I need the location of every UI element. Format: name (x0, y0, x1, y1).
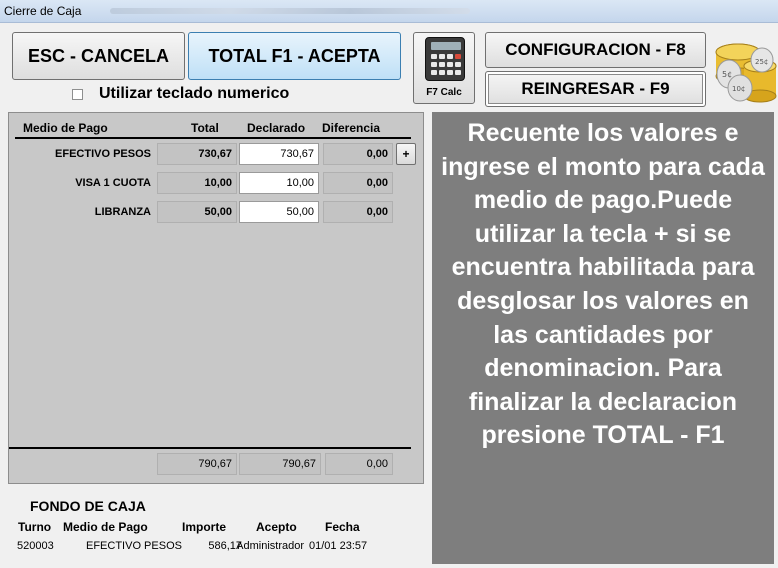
fondo-importe: 586,17 (208, 540, 242, 552)
svg-text:5¢: 5¢ (722, 70, 733, 79)
fondo-de-caja-section (8, 490, 424, 568)
row-diferencia: 0,00 (323, 143, 393, 165)
window-title: Cierre de Caja (4, 4, 82, 18)
accept-button[interactable] (188, 32, 401, 80)
fondo-turno: 520003 (17, 540, 54, 552)
header-total: Total (191, 121, 219, 135)
cancel-button-label: ESC - CANCELA (27, 45, 169, 66)
numeric-keyboard-checkbox[interactable] (72, 89, 83, 100)
row-total: 730,67 (157, 143, 237, 165)
fondo-acepto: Administrador (236, 540, 304, 552)
title-bar (0, 0, 778, 23)
numeric-keyboard-label: Utilizar teclado numerico (99, 85, 290, 102)
header-medio: Medio de Pago (23, 121, 108, 135)
row-diferencia: 0,00 (323, 172, 393, 194)
totals-divider (9, 447, 411, 449)
row-medio: EFECTIVO PESOS (55, 148, 151, 160)
calculator-icon (425, 37, 465, 81)
sum-diferencia: 0,00 (325, 453, 393, 475)
fondo-header-medio: Medio de Pago (63, 520, 148, 534)
row-declarado-input[interactable]: 50,00 (239, 201, 319, 223)
row-medio: VISA 1 CUOTA (75, 177, 151, 189)
fondo-header-acepto: Acepto (256, 520, 297, 534)
cancel-button[interactable] (12, 32, 185, 80)
sum-total: 790,67 (157, 453, 237, 475)
row-declarado-input[interactable]: 730,67 (239, 143, 319, 165)
fondo-header-fecha: Fecha (325, 520, 360, 534)
row-medio: LIBRANZA (94, 206, 151, 218)
svg-text:25¢: 25¢ (755, 58, 769, 66)
coins-icon (712, 30, 776, 106)
breakdown-plus-button[interactable]: + (396, 143, 416, 165)
config-button[interactable] (485, 32, 706, 68)
header-divider (15, 137, 411, 139)
header-declarado: Declarado (247, 121, 306, 135)
fondo-medio: EFECTIVO PESOS (86, 540, 182, 552)
row-total: 50,00 (157, 201, 237, 223)
fondo-header-turno: Turno (18, 520, 52, 534)
sum-declarado: 790,67 (239, 453, 321, 475)
calculator-button[interactable] (413, 32, 475, 104)
row-declarado-input[interactable]: 10,00 (239, 172, 319, 194)
header-diferencia: Diferencia (322, 121, 381, 135)
reenter-button-label: REINGRESAR - F9 (521, 79, 670, 98)
accept-button-label: TOTAL F1 - ACEPTA (208, 45, 381, 66)
instruction-message: Recuente los valores e ingrese el monto para cada medio de pago.Puede utilizar la tecla + si se encuentra habilitada para desglosar los valores en las cantidades por denominacion. Para finalizar la declaracion presione TOTAL - F1 (432, 112, 774, 564)
fondo-fecha: 01/01 23:57 (309, 540, 368, 552)
row-diferencia: 0,00 (323, 201, 393, 223)
fondo-header-importe: Importe (182, 520, 227, 534)
calculator-button-label: F7 Calc (426, 87, 462, 98)
title-bar-blurred-region (110, 8, 470, 14)
numeric-keyboard-option[interactable] (72, 85, 289, 103)
payment-panel (8, 112, 424, 484)
row-total: 10,00 (157, 172, 237, 194)
svg-text:10¢: 10¢ (732, 85, 746, 93)
config-button-label: CONFIGURACION - F8 (505, 40, 686, 59)
fondo-title: FONDO DE CAJA (30, 498, 146, 514)
reenter-button[interactable] (485, 71, 706, 107)
